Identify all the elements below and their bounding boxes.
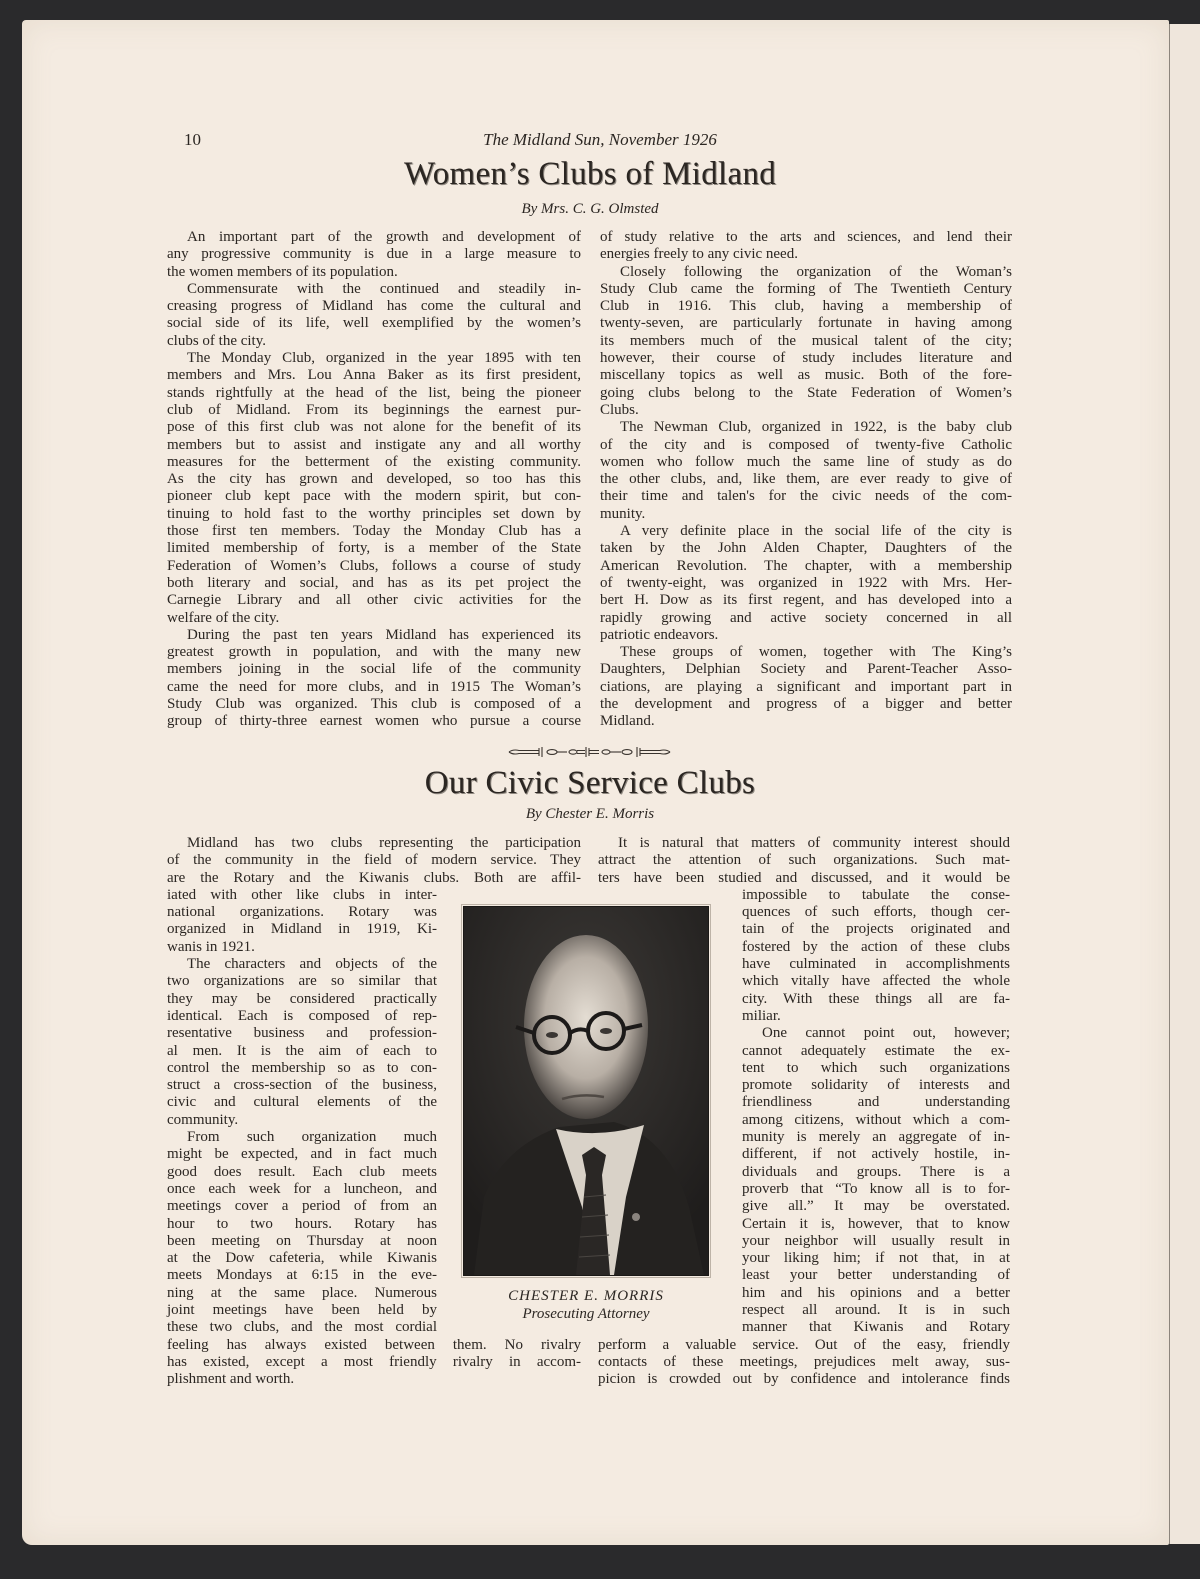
text-line: proverb that “To know all is to for- — [742, 1180, 1010, 1197]
text-line: Federation of Women’s Clubs, follows a course of study — [167, 557, 581, 574]
text-line: control the membership so as to con- — [167, 1059, 437, 1076]
article-title-civic-service-clubs: Our Civic Service Clubs — [424, 765, 756, 801]
text-line: group of thirty-three earnest women who pursue a course — [167, 713, 581, 730]
text-line: iated with other like clubs in inter- — [167, 886, 437, 903]
article-title-womens-clubs: Women’s Clubs of Midland — [403, 156, 777, 192]
text-line: contacts of these meetings, prejudices melt away, sus- — [598, 1353, 1010, 1370]
text-line: hour to two hours. Rotary has — [167, 1215, 437, 1232]
text-line: members joining in the social life of the community — [167, 661, 581, 678]
text-line: him and his opinions and a better — [742, 1284, 1010, 1301]
text-line: least your better understanding of — [742, 1267, 1010, 1284]
text-line: wanis in 1921. — [167, 938, 255, 955]
text-line: of the community in the field of modern service. They — [167, 852, 581, 869]
text-line: impossible to tabulate the conse- — [742, 886, 1010, 903]
text-line: Carnegie Library and all other civic activities for the — [167, 592, 581, 609]
text-line: Club in 1916. This club, having a membership of — [600, 298, 1012, 315]
text-line: During the past ten years Midland has experienced its — [187, 626, 581, 643]
page-number: 10 — [184, 130, 201, 149]
text-line: limited membership of forty, is a member of the State — [167, 540, 581, 557]
photo-caption — [463, 1287, 709, 1323]
text-line: both literary and social, and has as its pet project the — [167, 574, 581, 591]
text-line: miscellany topics as well as music. Both of the fore- — [600, 367, 1012, 384]
text-line: members but to assist and instigate any and all worthy — [167, 436, 581, 453]
text-line: different, if not actively hostile, in- — [742, 1146, 1010, 1163]
text-line: those first ten members. Today the Monday Club has a — [167, 523, 581, 540]
text-line: pose of this first club was not alone for the benefit of its — [167, 419, 581, 436]
text-line: good does result. Each club meets — [167, 1163, 437, 1180]
text-line: resentative business and profession- — [167, 1025, 437, 1042]
text-line: their time and talen's for the civic needs of the com- — [600, 488, 1012, 505]
text-line: One cannot point out, however; — [762, 1025, 1010, 1042]
text-line: tent to which such organizations — [742, 1059, 1010, 1076]
text-line: they may be considered practically — [167, 990, 437, 1007]
article-byline-olmsted: By Mrs. C. G. Olmsted — [521, 201, 659, 217]
text-line: Midland has two clubs representing the participation — [187, 835, 581, 851]
text-line: members and Mrs. Lou Anna Baker as its first president, — [167, 367, 581, 384]
text-line: munity is merely an aggregate of in- — [742, 1129, 1010, 1146]
article1-column-right — [600, 229, 1012, 731]
text-line: city. With these things all are fa- — [742, 990, 1010, 1007]
text-line: promote solidarity of interests and — [742, 1077, 1010, 1094]
text-line: club of Midland. From its beginnings the earnest pur- — [167, 401, 581, 418]
text-line: came the need for more clubs, and in 1915 The Woman’s — [167, 678, 581, 695]
text-line: welfare of the city. — [167, 609, 280, 626]
text-line: rapidly growing and active society concerned in all — [600, 609, 1012, 626]
text-line: Daughters, Delphian Society and Parent-Teacher Asso- — [600, 661, 1012, 678]
text-line: American Revolution. The chapter, with a membership — [600, 557, 1012, 574]
caption-name: CHESTER E. MORRIS — [508, 1288, 664, 1304]
text-line: the other clubs, and, like them, are ever ready to give of — [600, 471, 1012, 488]
article-byline-morris: By Chester E. Morris — [525, 806, 655, 822]
text-line: these two clubs, and the most cordial — [167, 1319, 437, 1336]
text-line: miliar. — [742, 1007, 781, 1024]
text-line: An important part of the growth and development of — [187, 229, 581, 245]
text-line: bert H. Dow as its first regent, and has developed into a — [600, 592, 1012, 609]
text-line: of study relative to the arts and sciences, and lend their — [600, 229, 1012, 245]
text-line: the women members of its population. — [167, 263, 398, 280]
caption-title: Prosecuting Attorney — [522, 1306, 650, 1322]
text-line: The Monday Club, organized in the year 1895 with ten — [187, 350, 581, 367]
text-line: munity. — [600, 505, 646, 522]
running-head: The Midland Sun, November 1926 — [483, 130, 717, 149]
text-line: civic and cultural elements of the — [167, 1094, 437, 1111]
text-line: your neighbor will usually result in — [742, 1232, 1010, 1249]
text-line: patriotic endeavors. — [600, 626, 719, 643]
text-line: taken by the John Alden Chapter, Daughters of the — [600, 540, 1012, 557]
text-line: however, their course of study includes literature and — [600, 350, 1012, 367]
text-line: respect all around. It is in such — [742, 1302, 1010, 1319]
text-line: ciations, are playing a significant and important part in — [600, 678, 1012, 695]
text-line: friendliness and understanding — [742, 1094, 1010, 1111]
text-line: measures for the betterment of the existing community. — [167, 453, 581, 470]
portrait-photo-frame — [463, 906, 709, 1276]
text-line: meets Mondays at 6:15 in the eve- — [167, 1267, 437, 1284]
text-line: attract the attention of such organizations. Such mat- — [598, 852, 1010, 869]
text-line: plishment and worth. — [167, 1371, 295, 1388]
text-line: its members much of the musical talent of the city; — [600, 332, 1012, 349]
text-line: organized in Midland in 1919, Ki- — [167, 921, 437, 938]
text-line: tain of the projects originated and — [742, 921, 1010, 938]
text-line: going clubs belong to the State Federation of Women’s — [600, 384, 1012, 401]
text-line: stands rightfully at the head of the list, being the pioneer — [167, 384, 581, 401]
text-line: ters have been studied and discussed, and it would be — [598, 869, 1010, 886]
ornamental-divider-icon — [507, 745, 672, 759]
text-line: once each week for a luncheon, and — [167, 1180, 437, 1197]
text-line: are the Rotary and the Kiwanis clubs. Both are affil- — [167, 869, 581, 886]
article1-column-left — [167, 229, 581, 731]
text-line: women who follow much the same line of study as do — [600, 453, 1012, 470]
text-line: energies freely to any civic need. — [600, 246, 798, 263]
text-line: feeling has always existed between them. No rivalry — [167, 1336, 581, 1353]
text-line: quences of such efforts, though cer- — [742, 904, 1010, 921]
text-line: national organizations. Rotary was — [167, 904, 437, 921]
text-line: identical. Each is composed of rep- — [167, 1007, 437, 1024]
text-line: ning at the same place. Numerous — [167, 1284, 437, 1301]
text-line: picion is crowded out by confidence and intolerance finds — [598, 1371, 1010, 1388]
text-line: your liking him; if not that, in at — [742, 1250, 1010, 1267]
text-line: Study Club was organized. This club is composed of a — [167, 696, 581, 713]
text-line: social side of its life, well exemplified by the women’s — [167, 315, 581, 332]
text-line: Midland. — [600, 713, 655, 730]
text-line: meetings cover a period of from an — [167, 1198, 437, 1215]
text-line: which vitally have affected the whole — [742, 973, 1010, 990]
text-line: any progressive community is due in a large measure to — [167, 246, 581, 263]
text-line: might be expected, and in fact much — [167, 1146, 437, 1163]
text-line: Commensurate with the continued and steadily in- — [187, 280, 581, 297]
text-line: community. — [167, 1111, 239, 1128]
text-line: A very definite place in the social life of the city is — [620, 523, 1012, 540]
text-line: at the Dow cafeteria, while Kiwanis — [167, 1250, 437, 1267]
text-line: fostered by the action of these clubs — [742, 938, 1010, 955]
text-line: Clubs. — [600, 401, 639, 418]
text-line: Study Club came the forming of The Twentieth Century — [600, 280, 1012, 297]
text-line: The Newman Club, organized in 1922, is the baby club — [620, 419, 1012, 436]
text-line: been meeting on Thursday at noon — [167, 1232, 437, 1249]
text-line: Closely following the organization of the Woman’s — [620, 263, 1012, 280]
text-line: of twenty-eight, was organized in 1922 with Mrs. Her- — [600, 574, 1012, 591]
text-line: two organizations are so similar that — [167, 973, 437, 990]
text-line: perform a valuable service. Out of the easy, friendly — [598, 1336, 1010, 1353]
text-line: joint meetings have been held by — [167, 1302, 437, 1319]
text-line: give all.” It may be overstated. — [742, 1198, 1010, 1215]
text-line: tinuing to hold fast to the worthy principles set down by — [167, 505, 581, 522]
text-line: twenty-seven, are particularly fortunate in having among — [600, 315, 1012, 332]
text-line: manner that Kiwanis and Rotary — [742, 1319, 1010, 1336]
text-line: The characters and objects of the — [187, 956, 437, 973]
text-line: cannot adequately estimate the ex- — [742, 1042, 1010, 1059]
text-line: dividuals and groups. There is a — [742, 1163, 1010, 1180]
text-line: creasing progress of Midland has come the cultural and — [167, 298, 581, 315]
text-line: These groups of women, together with The King’s — [620, 644, 1012, 661]
text-line: among citizens, without which a com- — [742, 1111, 1010, 1128]
text-line: From such organization much — [187, 1129, 437, 1146]
text-line: struct a cross-section of the business, — [167, 1077, 437, 1094]
text-line: of the city and is composed of twenty-five Catholic — [600, 436, 1012, 453]
text-line: pioneer club kept pace with the modern spirit, but con- — [167, 488, 581, 505]
text-line: clubs of the city. — [167, 332, 267, 349]
text-line: greatest growth in population, and with the many new — [167, 644, 581, 661]
portrait-photo — [463, 906, 709, 1276]
text-line: has existed, except a most friendly rivalry in accom- — [167, 1353, 581, 1370]
text-line: Certain it is, however, that to know — [742, 1215, 1010, 1232]
text-line: the development and progress of a bigger and better — [600, 696, 1012, 713]
text-line: have culminated in accomplishments — [742, 956, 1010, 973]
text-line: As the city has grown and developed, so too has this — [167, 471, 581, 488]
text-line: al men. It is the aim of each to — [167, 1042, 437, 1059]
text-line: It is natural that matters of community interest should — [618, 835, 1010, 851]
